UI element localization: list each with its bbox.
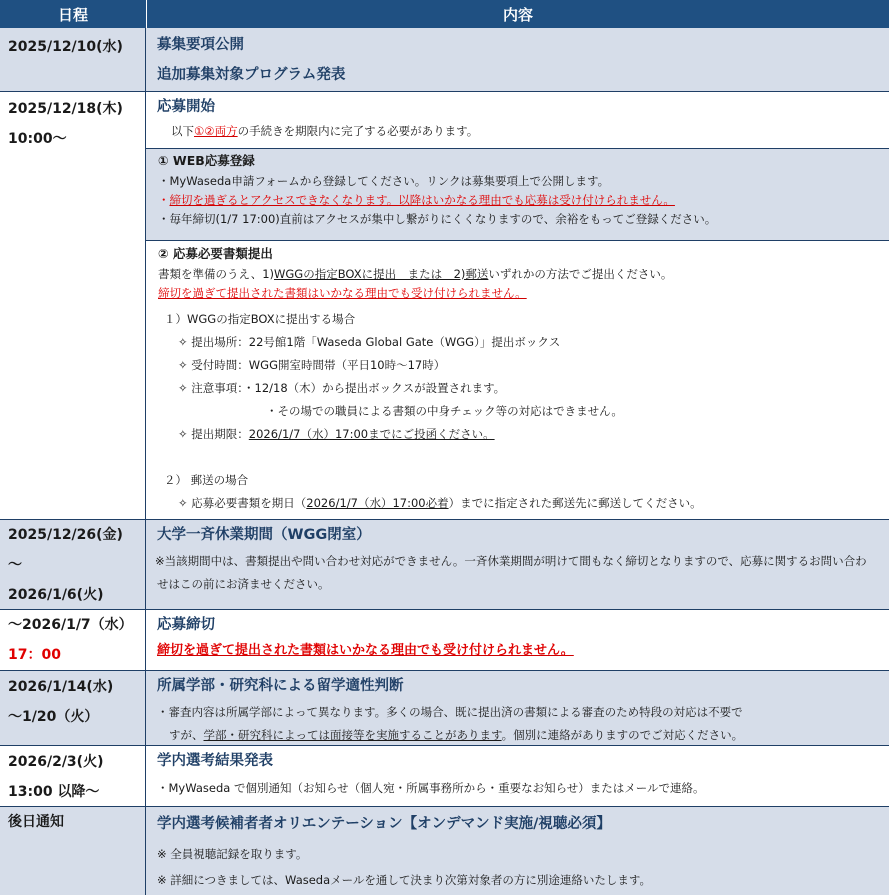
row-time: 10:00～	[8, 131, 67, 147]
section-document-submission	[146, 240, 889, 520]
row-application-start	[0, 92, 889, 520]
row-date-sep: ～	[8, 557, 22, 573]
method-2-title: ２） 郵送の場合	[164, 473, 249, 487]
row-closure	[0, 520, 889, 610]
row-body: ・MyWaseda で個別通知（お知らせ（個人宛・所属事務所から・重要なお知らせ）またはメールで連絡。	[157, 781, 705, 795]
row-title: 学内選考結果発表	[157, 753, 273, 769]
intro-text: 以下①②両方の手続きを期限内に完了する必要があります。	[171, 124, 479, 138]
method-1-line: ✧ 受付時間：WGG開室時間帯（平日10時～17時）	[178, 358, 446, 372]
row-title: 募集要項公開	[157, 37, 244, 53]
section-line: 書類を準備のうえ、1)WGGの指定BOXに提出 または 2)郵送いずれかの方法でご提出ください。	[158, 267, 673, 281]
row-results	[0, 746, 889, 807]
method-1-deadline: ✧ 提出期限：2026/1/7（水）17:00までにご投函ください。	[178, 427, 495, 441]
section-web-registration	[146, 148, 889, 240]
section-line: ・MyWaseda申請フォームから登録してください。リンクは募集要項上で公開します。	[158, 174, 610, 188]
row-screening	[0, 671, 889, 746]
section-title: ① WEB応募登録	[158, 153, 255, 168]
section-line: ・毎年締切(1/7 17:00)直前はアクセスが集中し繋がりにくくなりますので、余裕をもってご登録ください。	[158, 212, 717, 226]
row-title: 所属学部・研究科による留学適性判断	[157, 678, 404, 694]
row-title: 大学一斉休業期間（WGG閉室）	[157, 527, 371, 543]
row-time: 13:00 以降～	[8, 784, 100, 800]
row-date: 2025/12/10(水)	[8, 39, 123, 55]
row-date-end: ～1/20（火）	[8, 709, 99, 725]
row-title: 応募締切	[157, 617, 215, 633]
method-2-line: ✧ 応募必要書類を期日（2026/1/7（水）17:00必着）までに指定された郵送先に郵送してください。	[178, 496, 702, 510]
row-orientation	[0, 807, 889, 895]
row-date: 2025/12/18(木)	[8, 101, 123, 117]
header-date: 日程	[0, 0, 147, 28]
header-content: 内容	[147, 0, 889, 28]
row-date-end: 2026/1/6(火)	[8, 587, 104, 603]
row-date: 後日通知	[8, 814, 64, 830]
method-1-line: ✧ 注意事項：・12/18（木）から提出ボックスが設置されます。	[178, 381, 506, 395]
method-1-line: ・その場での職員による書類の中身チェック等の対応はできません。	[266, 404, 623, 418]
section-title: ② 応募必要書類提出	[158, 246, 273, 261]
row-announcement	[0, 28, 889, 92]
row-title: 応募開始	[157, 99, 215, 115]
row-body: ※ 全員視聴記録を取ります。	[157, 847, 308, 861]
row-date: 2026/1/14(水)	[8, 679, 114, 695]
row-body-warning: 締切を過ぎて提出された書類はいかなる理由でも受け付けられません。	[157, 643, 574, 658]
row-title-2: 追加募集対象プログラム発表	[157, 67, 346, 83]
row-deadline	[0, 610, 889, 671]
row-body: ※当該期間中は、書類提出や問い合わせ対応ができません。一斉休業期間が明けて間もなく締切となりますので、応募に関するお問い合わせはこの前にお済ませください。	[155, 554, 867, 591]
row-date: 2026/2/3(火)	[8, 754, 104, 770]
row-date: ～2026/1/7（水）	[8, 617, 133, 633]
row-date: 2025/12/26(金)	[8, 527, 123, 543]
row-time: 17：00	[8, 647, 61, 663]
section-line-warning: 締切を過ぎて提出された書類はいかなる理由でも受け付けられません。	[158, 286, 527, 300]
row-body-2: すが、学部・研究科によっては面接等を実施することがあります。個別に連絡がありますのでご対応ください。	[169, 728, 744, 742]
method-1-title: １）WGGの指定BOXに提出する場合	[164, 312, 356, 326]
method-1-line: ✧ 提出場所：22号館1階「Waseda Global Gate（WGG）」提出ボックス	[178, 335, 561, 349]
row-title: 学内選考候補者者オリエンテーション【オンデマンド実施/視聴必須】	[157, 816, 611, 832]
row-body: ・審査内容は所属学部によって異なります。多くの場合、既に提出済の書類による審査のため特段の対応は不要で	[157, 705, 743, 719]
section-line-warning: ・締切を過ぎるとアクセスできなくなります。以降はいかなる理由でも応募は受け付けられません。	[158, 193, 675, 207]
row-body-2: ※ 詳細につきましては、Wasedaメールを通して決まり次第対象者の方に別途連絡いたします。	[157, 873, 652, 887]
